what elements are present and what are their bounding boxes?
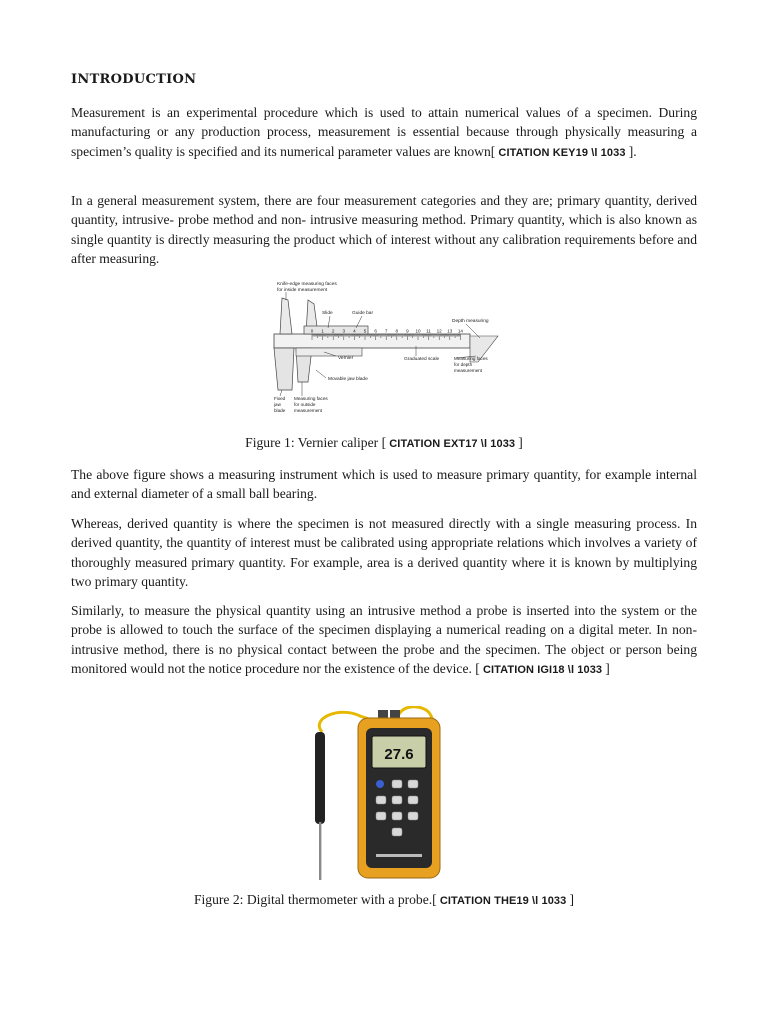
label-knife-edge-2: for inside measurement (277, 288, 328, 293)
paragraph-1 (71, 103, 697, 163)
label-outside-3: measurement (294, 408, 323, 413)
scale-number: 6 (374, 328, 377, 334)
label-depth-faces-2: for depth (454, 362, 473, 367)
paragraph-2: In a general measurement system, there are four measurement categories and they are; primary quantity, derived quantity, intrusive- probe method and non- intrusive measuring method. Primary quantity, which is also known as single quantity is directly measuring the product which of interest without any calibration requirements before and after measuring. (71, 193, 697, 266)
display-reading: 27.6 (384, 746, 414, 763)
scale-number: 9 (406, 328, 409, 334)
citation: CITATION KEY19 \l 1033 (495, 146, 629, 159)
label-depth-faces-1: Measuring faces (454, 356, 488, 361)
scale-number: 14 (457, 328, 463, 334)
caption-tail: ] (569, 892, 575, 907)
paragraph-text: Similarly, to measure the physical quantity using an intrusive method a probe is inserted into the system or the probe is allowed to touch the surface of the specimen displaying a numerical reading on a digital meter. In non-intrusive method, there is no physical contact between the probe and the specimen. The object or person being monitored would not the notice procedure nor the existence of the device. [ (71, 603, 697, 676)
paragraph-text: Measurement is an experimental procedure which is used to attain numerical values of a specimen. During manufacturing or any production process, measurement is essential because through physically measuring a specimen’s quality is specified and its numerical parameter values are known[ (71, 105, 697, 159)
paragraph-5 (71, 601, 697, 680)
figure-2-caption (0, 892, 768, 908)
caption-tail: ] (518, 435, 523, 450)
label-depth-measuring: Depth measuring (452, 319, 489, 324)
scale-number: 4 (353, 328, 356, 334)
paragraph-3: The above figure shows a measuring instrument which is used to measure primary quantity, for example internal and external diameter of a small ball bearing. (71, 467, 697, 502)
label-fixed-2: jaw (274, 402, 281, 407)
citation: CITATION IGI18 \l 1033 (479, 663, 606, 676)
scale-number: 8 (395, 328, 399, 334)
paragraph-tail: ] (605, 660, 610, 676)
figure-1-caption (0, 435, 768, 451)
figure-vernier-caliper (266, 278, 506, 420)
label-depth-faces-3: measurement (454, 368, 483, 373)
scale-number: 0 (310, 328, 314, 334)
paragraph-tail: ]. (628, 143, 637, 159)
label-fixed-3: blade (274, 408, 286, 413)
scale-number: 2 (331, 328, 335, 334)
label-outside-1: Measuring faces (294, 396, 328, 401)
label-movable-jaw: Movable jaw blade (328, 377, 368, 382)
section-heading: INTRODUCTION (71, 72, 197, 87)
scale-number: 11 (426, 328, 431, 334)
citation: CITATION THE19 \l 1033 (436, 895, 570, 907)
scale-number: 3 (342, 328, 346, 334)
caption-text: Figure 1: Vernier caliper [ (245, 435, 387, 450)
scale-number: 5 (363, 328, 367, 334)
scale-number: 1 (321, 328, 324, 334)
label-slide: Slide (322, 311, 333, 316)
scale-number: 12 (436, 328, 442, 334)
figure-digital-thermometer (300, 706, 470, 882)
caption-text: Figure 2: Digital thermometer with a probe.[ (193, 892, 437, 907)
label-guide-bar: Guide bar (352, 311, 374, 316)
label-vernier: Vernier (338, 356, 354, 361)
label-knife-edge: Knife-edge measuring faces (277, 282, 337, 287)
scale-number: 13 (447, 328, 453, 334)
paragraph-4: Whereas, derived quantity is where the specimen is not measured directly with a single measuring process. In derived quantity, the quantity of interest must be calibrated using appropriate relations which involves a variety of thoroughly measured primary quantity. For example, area is a derived quantity where it is known by multiplying two primary quantity. (71, 516, 697, 589)
label-fixed-1: Fixed (274, 396, 286, 401)
label-outside-2: for outside (294, 402, 316, 407)
citation: CITATION EXT17 \l 1033 (386, 438, 519, 450)
scale-number: 10 (415, 328, 421, 334)
label-graduated-scale: Graduated scale (404, 357, 440, 362)
scale-number: 7 (384, 328, 388, 334)
